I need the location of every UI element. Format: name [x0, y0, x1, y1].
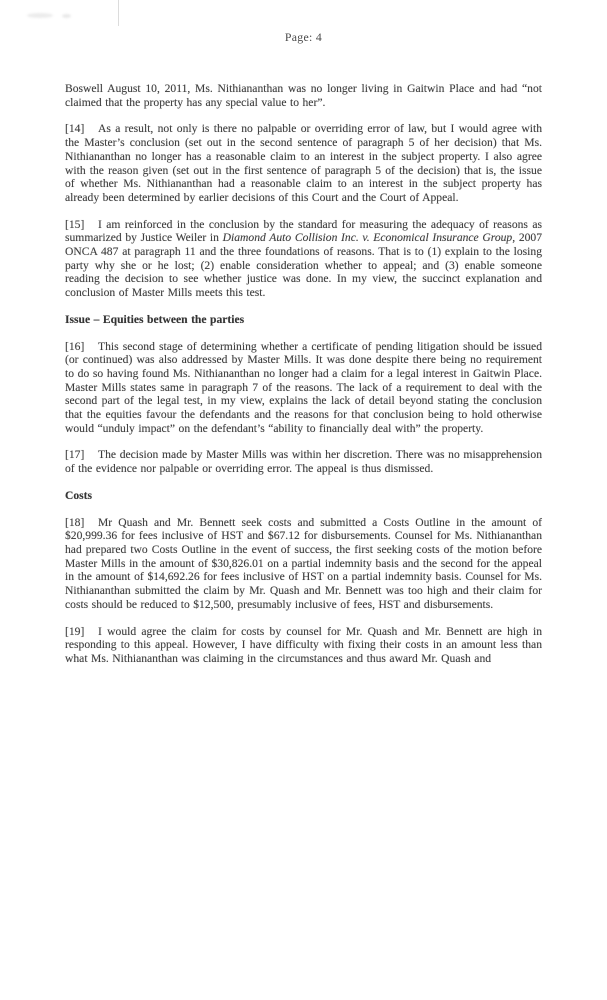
paragraph: [65, 340, 542, 436]
paragraph-text: This second stage of determining whether a certificate of pending litigation should be issued (or continued) was also addressed by Master Mills. It was done despite there being no requirement to do so having found Ms. Nithiananthan no longer had a claim for a legal interest in Gaitwin Place. Master Mills states same in paragraph 7 of the reasons. The lack of a requirement to deal with the second part of the legal test, in my view, explains the lack of detail beyond stating the conclusion that the equities favour the defendants and the reasons for that conclusion being to hold otherwise would “unduly impact” on the defendant’s “ability to financially deal with” the property.: [65, 339, 542, 435]
paragraph-number: [14]: [65, 122, 85, 136]
paragraph: [65, 218, 542, 300]
paragraph-text: Mr Quash and Mr. Bennett seek costs and submitted a Costs Outline in the amount of $20,999.36 for fees inclusive of HST and $67.12 for disbursements. Counsel for Ms. Nithiananthan had prepared two Costs Outline in the event of success, the first seeking costs of the motion before Master Mills in the amount of $30,826.01 on a partial indemnity basis and the second for the appeal in the amount of $14,692.26 for fees inclusive of HST on a partial indemnity basis. Counsel for Ms. Nithiananthan submitted the claim by Mr. Quash and Mr. Bennett was too high and their claim for costs should be reduced to $12,500, presumably inclusive of fees, HST and disbursements.: [65, 515, 542, 611]
scan-artifact-smudge: [27, 13, 53, 18]
section-heading: [65, 313, 542, 327]
section-heading: [65, 489, 542, 503]
case-citation: Diamond Auto Collision Inc. v. Economical Insurance Group: [222, 231, 513, 245]
paragraph-text: Costs: [65, 488, 93, 502]
paragraph-text: Boswell August 10, 2011, Ms. Nithiananthan was no longer living in Gaitwin Place and had “not claimed that the property has any special value to her”.: [65, 82, 542, 109]
paragraph: [65, 516, 542, 612]
paragraph: [65, 448, 542, 475]
paragraph-number: [17]: [65, 448, 85, 462]
paragraph: [65, 122, 542, 204]
document-body: [65, 82, 542, 679]
page-number-header: Page: 4: [284, 30, 323, 44]
paragraph-text: Issue – Equities between the parties: [65, 312, 245, 326]
paragraph-text: , 2007 ONCA 487 at paragraph 11 and the three foundations of reasons. That is to (1) explain to the losing party why she or he lost; (2) enable consideration whether to appeal; and (3) enable someone reading the decision to see whether justice was done. In my view, the succinct explanation and conclusion of Master Mills meets this test.: [65, 231, 543, 300]
paragraph: [65, 82, 542, 109]
paragraph-text: As a result, not only is there no palpable or overriding error of law, but I would agree with the Master’s conclusion (set out in the second sentence of paragraph 5 of her decision) that Ms. Nithiananthan no longer has a reasonable claim to an interest in the subject property. I also agree with the reason given (set out in the first sentence of paragraph 5 of the decision) that is, the issue of whether Ms. Nithiananthan had a reasonable claim to an interest in the subject property has already been determined by earlier decisions of this Court and the Court of Appeal.: [65, 122, 542, 204]
paragraph-text: The decision made by Master Mills was within her discretion. There was no misapprehension of the evidence nor palpable or overriding error. The appeal is thus dismissed.: [65, 448, 542, 476]
scan-artifact-line: [118, 0, 119, 26]
paragraph-number: [15]: [65, 217, 85, 231]
paragraph-number: [18]: [65, 515, 85, 529]
paragraph-number: [19]: [65, 624, 85, 638]
paragraph-text: I would agree the claim for costs by counsel for Mr. Quash and Mr. Bennett are high in responding to this appeal. However, I have difficulty with fixing their costs in an amount less than what Ms. Nithiananthan was claiming in the circumstances and thus award Mr. Quash and: [65, 624, 542, 665]
paragraph-number: [16]: [65, 339, 85, 353]
paragraph-text: I am reinforced in the conclusion by the standard for measuring the adequacy of reasons as summarized by Justice Weiler in: [65, 217, 542, 245]
scan-artifact-smudge: [62, 14, 71, 18]
paragraph: [65, 625, 542, 666]
